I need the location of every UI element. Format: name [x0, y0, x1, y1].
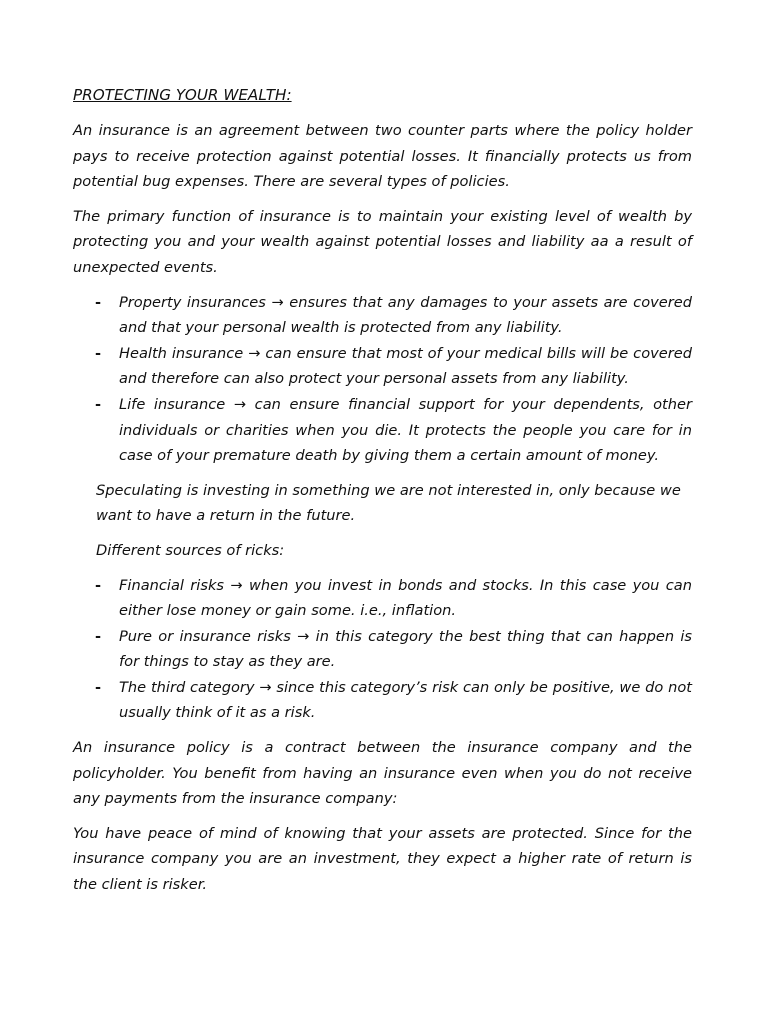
list-item-term: Property insurances — [119, 293, 266, 311]
list-item-life-insurance — [73, 392, 692, 469]
document-page — [73, 82, 692, 907]
list-item-term: Financial risks — [119, 576, 225, 594]
sources-heading: Different sources of ricks: — [96, 541, 285, 559]
list-item-text: in this category the best thing that can happen is for things to stay as they are. — [119, 627, 693, 671]
intro-paragraph-2: The primary function of insurance is to maintain your existing level of wealth by protecting you and your wealth against potential losses and liability aa a result of unexpected events. — [73, 207, 692, 276]
list-item-term: Health insurance — [119, 344, 244, 362]
list-item-term: The third category — [119, 678, 255, 696]
insurance-types-list — [73, 290, 692, 469]
dash-bullet: - — [95, 576, 102, 594]
list-item-text: since this category’s risk can only be positive, we do not usually think of it as a risk. — [119, 678, 692, 722]
dash-bullet: - — [95, 627, 102, 645]
list-item-text: can ensure that most of your medical bills will be covered and therefore can also protect your personal assets from any liability. — [119, 344, 692, 388]
arrow-right-icon: → — [230, 576, 243, 594]
list-item-text: ensures that any damages to your assets are covered and that your personal wealth is protected from any liability. — [119, 293, 692, 337]
list-item-text: can ensure financial support for your dependents, other individuals or charities when you die. It protects the people you care for in case of your premature death by giving them a certain amount of money. — [119, 395, 692, 465]
closing-paragraph-2: You have peace of mind of knowing that your assets are protected. Since for the insurance company you are an investment, they expect a higher rate of return is the client is risker. — [73, 824, 692, 894]
dash-bullet: - — [95, 678, 102, 696]
risk-sources-list — [73, 573, 692, 727]
list-item-text: when you invest in bonds and stocks. In this case you can either lose money or gain some. i.e., inflation. — [119, 576, 692, 620]
document-title: PROTECTING YOUR WEALTH: — [73, 86, 292, 104]
dash-bullet: - — [95, 395, 102, 413]
list-item-pure-risks — [73, 624, 692, 675]
list-item-financial-risks — [73, 573, 692, 624]
arrow-right-icon: → — [271, 293, 284, 311]
arrow-right-icon: → — [248, 344, 261, 362]
arrow-right-icon: → — [297, 627, 310, 645]
list-item-property-insurance — [73, 290, 692, 341]
list-item-third-category — [73, 675, 692, 726]
closing-paragraph-1: An insurance policy is a contract between the insurance company and the policyholder. You benefit from having an insurance even when you do not receive any payments from the insurance company: — [73, 739, 692, 808]
list-item-term: Life insurance — [119, 395, 226, 413]
arrow-right-icon: → — [233, 395, 247, 413]
list-item-health-insurance — [73, 341, 692, 392]
speculating-paragraph: Speculating is investing in something we are not interested in, only because we want to have a return in the future. — [96, 481, 681, 525]
dash-bullet: - — [95, 344, 102, 362]
list-item-term: Pure or insurance risks — [119, 627, 291, 645]
intro-paragraph-1: An insurance is an agreement between two counter parts where the policy holder pays to receive protection against potential losses. It financially protects us from potential bug expenses. There are several types of policies. — [73, 122, 692, 191]
arrow-right-icon: → — [259, 678, 272, 696]
dash-bullet: - — [95, 293, 102, 311]
